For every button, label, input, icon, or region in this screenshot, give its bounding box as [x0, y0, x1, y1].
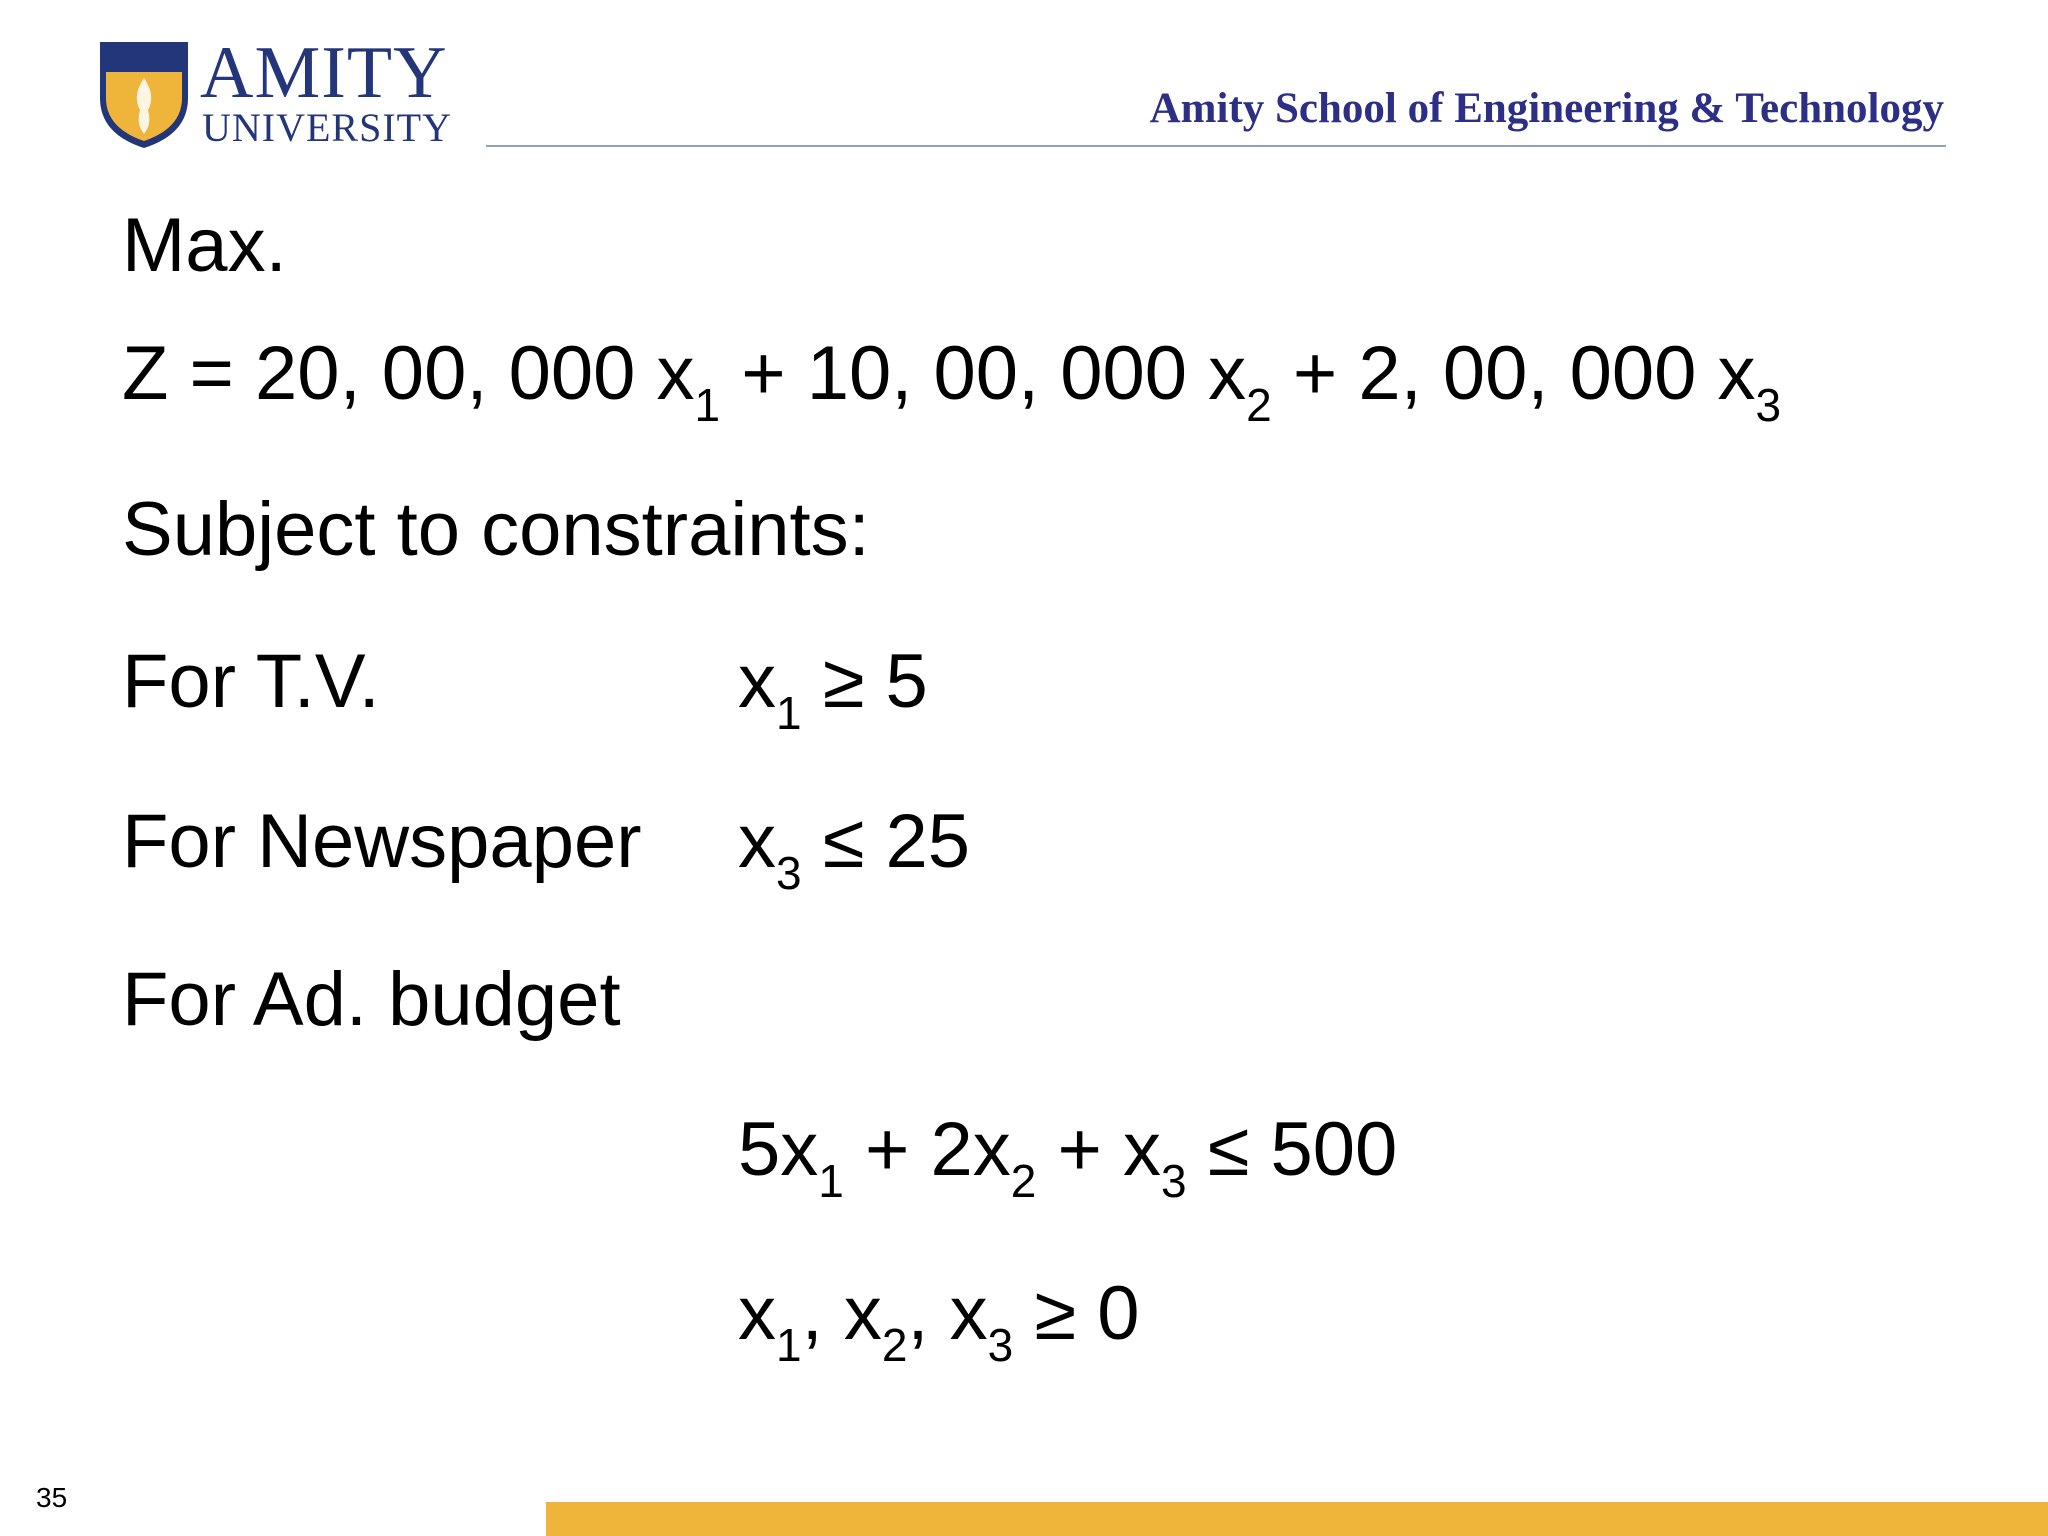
expr-part: , x	[801, 1271, 882, 1356]
max-label: Max.	[122, 203, 287, 288]
page-number: 35	[36, 1482, 68, 1513]
header-divider	[486, 145, 1946, 147]
objective-part: Z = 20, 00, 000 x	[122, 331, 695, 416]
expr-part: x	[738, 639, 776, 724]
subscript: 1	[776, 687, 802, 739]
expr-part: ≥ 5	[801, 639, 928, 724]
subject-to-heading: Subject to constraints:	[122, 487, 870, 572]
school-title: Amity School of Engineering & Technology	[1149, 85, 1944, 132]
ad-budget-constraint-label: For Ad. budget	[122, 957, 621, 1042]
subscript: 3	[987, 1319, 1014, 1371]
logo-name: AMITY	[200, 32, 448, 114]
expr-part: x	[738, 1271, 776, 1356]
expr-part: ≥ 0	[1013, 1271, 1140, 1356]
objective-part: + 10, 00, 000 x	[720, 331, 1247, 416]
expr-part: + 2x	[843, 1107, 1011, 1192]
subscript: 2	[1010, 1155, 1037, 1207]
expr-part: , x	[907, 1271, 988, 1356]
newspaper-constraint-label: For Newspaper	[122, 799, 642, 884]
expr-part: x	[738, 799, 776, 884]
objective-function	[122, 331, 1782, 431]
subscript: 3	[776, 847, 802, 899]
subscript: 1	[818, 1155, 844, 1207]
newspaper-constraint-expression	[738, 799, 971, 899]
subscript: 1	[776, 1319, 802, 1371]
logo-subtitle: UNIVERSITY	[202, 105, 452, 150]
tv-constraint-label: For T.V.	[122, 639, 380, 724]
subscript: 2	[1246, 379, 1272, 431]
objective-part: + 2, 00, 000 x	[1271, 331, 1756, 416]
ad-budget-constraint-expression	[738, 1107, 1398, 1207]
subscript: 3	[1755, 379, 1782, 431]
expr-part: ≤ 500	[1186, 1107, 1398, 1192]
footer-accent-bar	[546, 1502, 2048, 1536]
subscript: 1	[694, 379, 721, 431]
subscript: 2	[881, 1319, 908, 1371]
non-negativity-constraint	[738, 1271, 1140, 1371]
shield-icon	[96, 38, 192, 150]
expr-part: ≤ 25	[801, 799, 971, 884]
expr-part: 5x	[738, 1107, 819, 1192]
expr-part: + x	[1036, 1107, 1161, 1192]
subscript: 3	[1160, 1155, 1187, 1207]
tv-constraint-expression	[738, 639, 928, 739]
amity-logo	[96, 32, 456, 150]
